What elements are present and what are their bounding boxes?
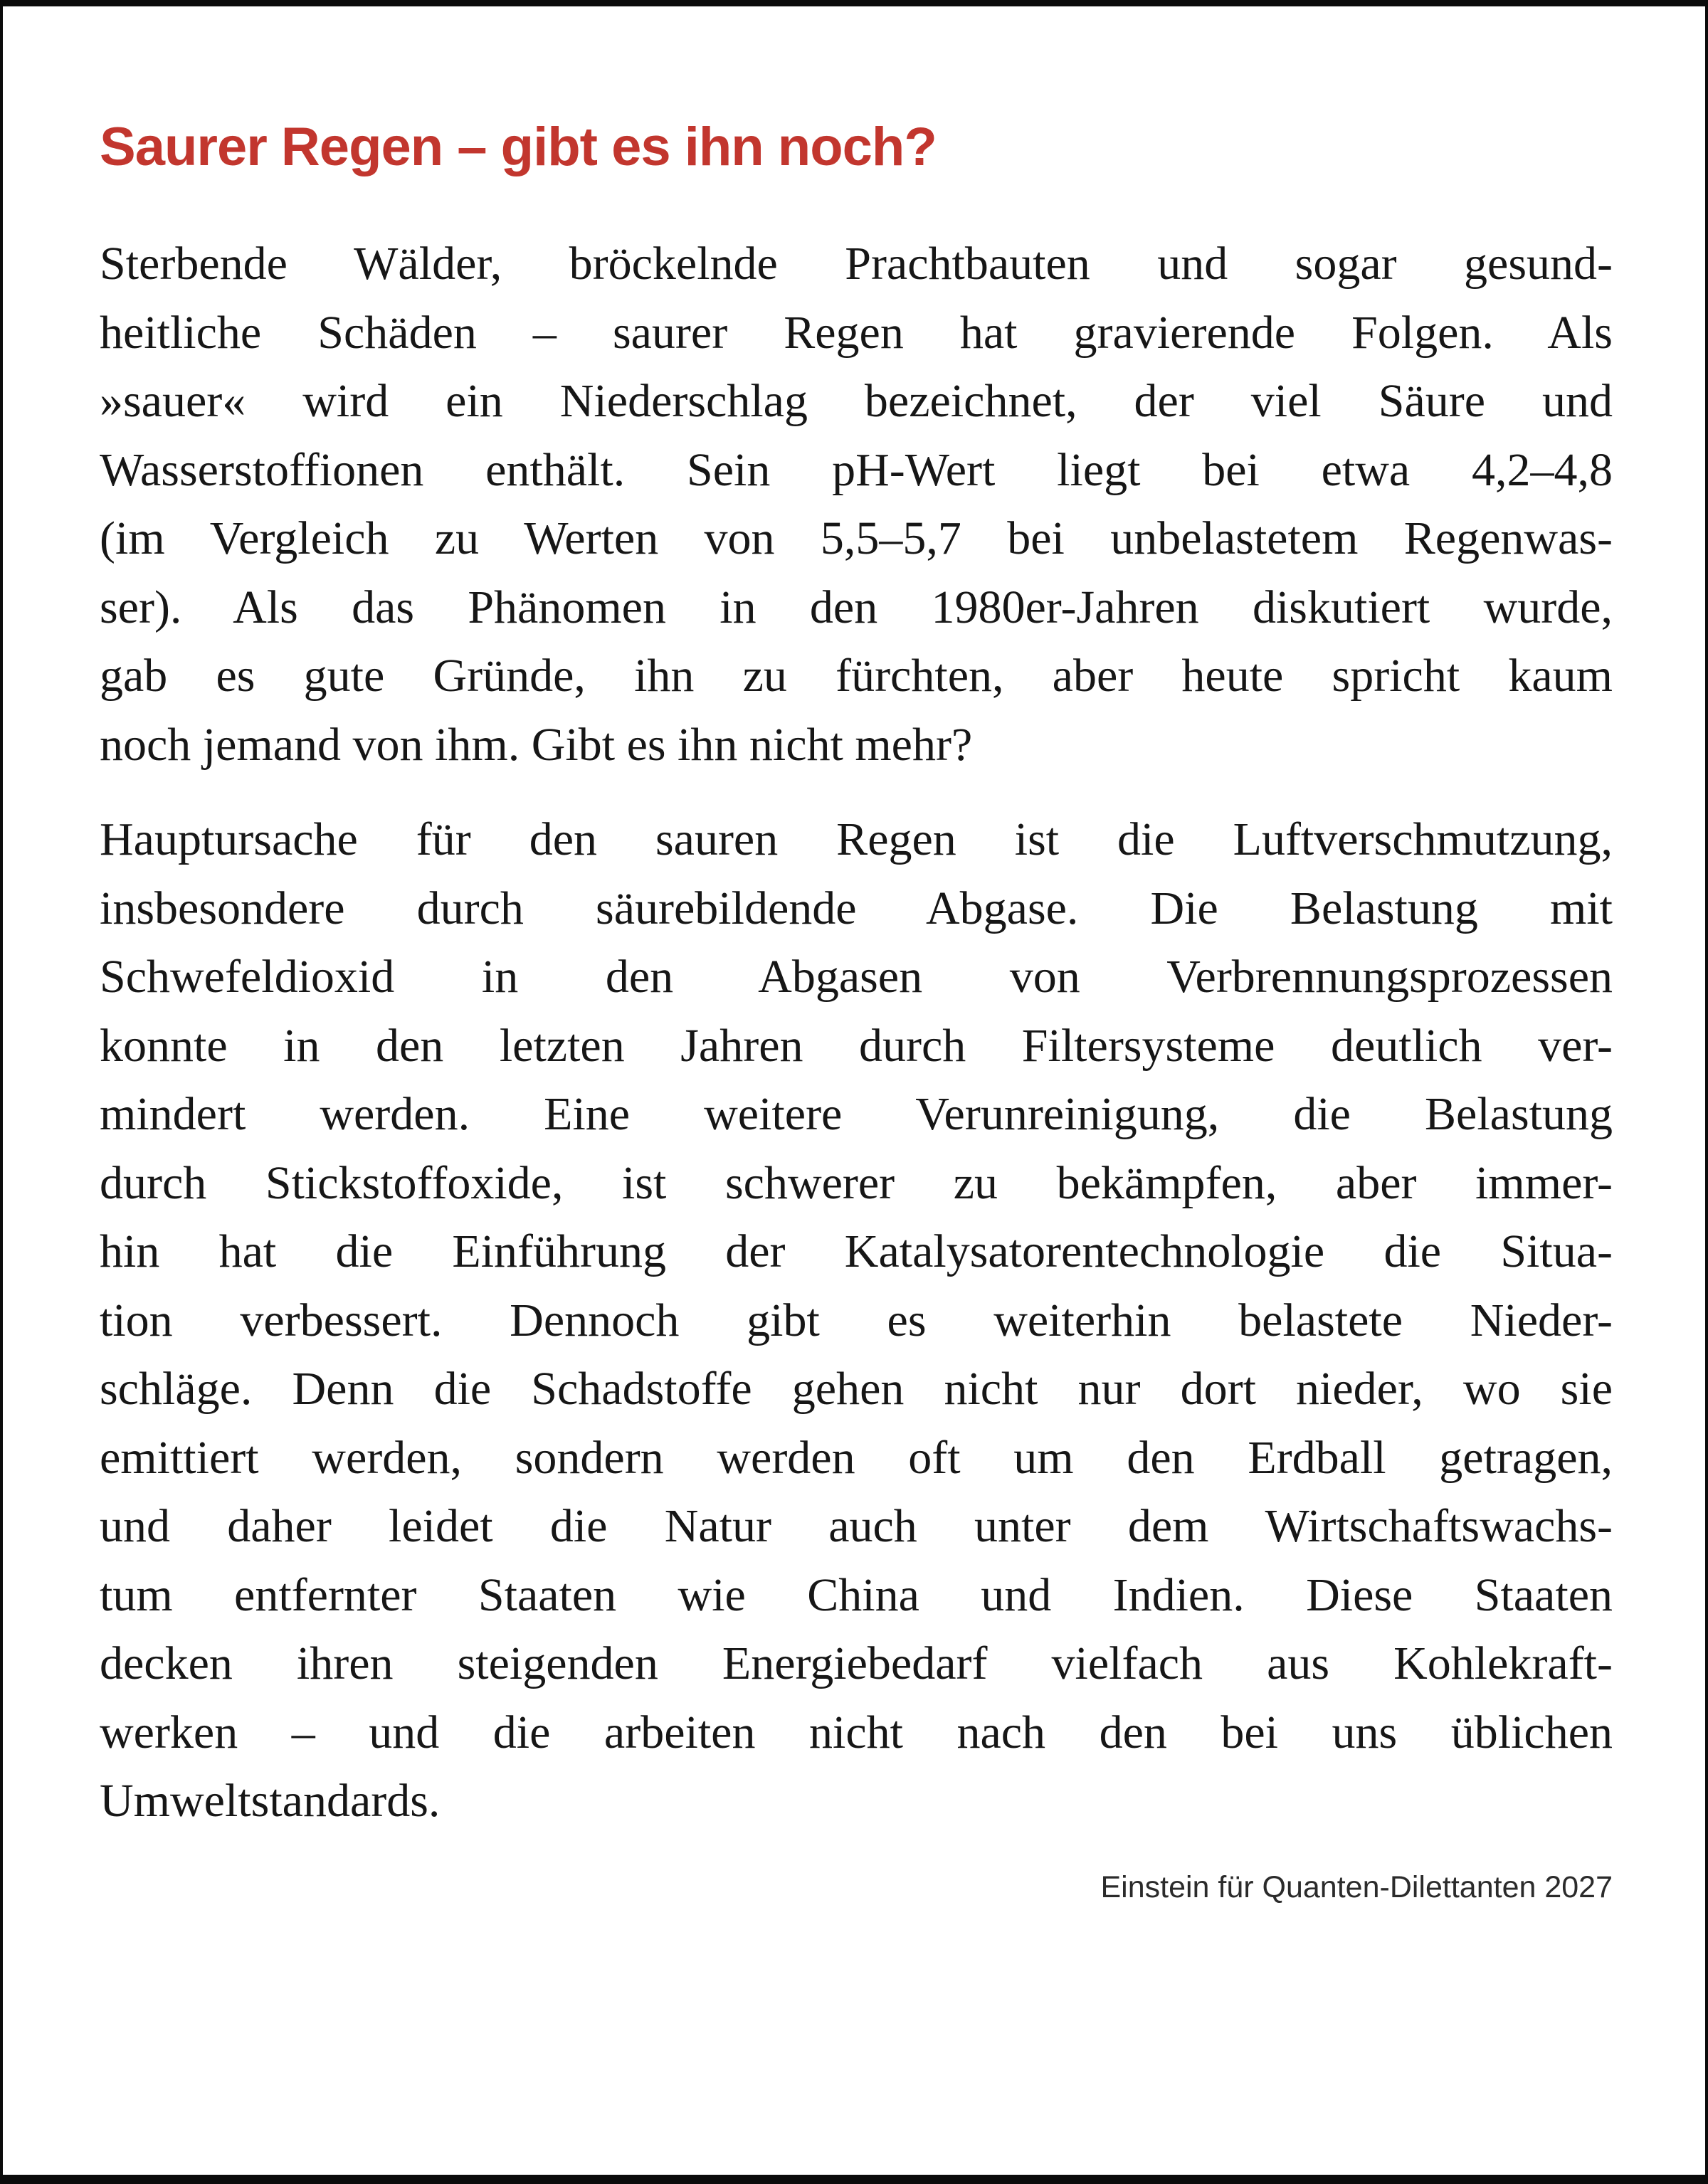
text-line: ser). Als das Phänomen in den 1980er-Jahren diskutiert wurde, [100,581,1613,633]
text-line: tum entfernter Staaten wie China und Indien. Diese Staaten [100,1568,1613,1621]
paragraph [100,806,1613,1836]
article-body [100,230,1613,1836]
text-line: und daher leidet die Natur auch unter dem Wirtschaftswachs- [100,1500,1613,1552]
text-line: »sauer« wird ein Niederschlag bezeichnet, der viel Säure und [100,375,1613,427]
page-title: Saurer Regen – gibt es ihn noch? [100,117,937,177]
text-line: tion verbessert. Dennoch gibt es weiterhin belastete Nieder- [100,1294,1613,1346]
text-line: Sterbende Wälder, bröckelnde Prachtbauten und sogar gesund- [100,238,1613,290]
text-line: konnte in den letzten Jahren durch Filtersysteme deutlich ver- [100,1019,1613,1072]
text-line: gab es gute Gründe, ihn zu fürchten, aber heute spricht kaum [100,650,1613,702]
text-line: hin hat die Einführung der Katalysatorentechnologie die Situa- [100,1225,1613,1277]
text-line: Wasserstoffionen enthält. Sein pH-Wert liegt bei etwa 4,2–4,8 [100,443,1613,496]
text-line: emittiert werden, sondern werden oft um den Erdball getragen, [100,1431,1613,1484]
text-line: Hauptursache für den sauren Regen ist die Luftverschmutzung, [100,813,1613,865]
attribution-line: Einstein für Quanten-Dilettanten 2027 [1100,1869,1613,1904]
text-line: werken – und die arbeiten nicht nach den bei uns üblichen [100,1706,1613,1758]
text-line: schläge. Denn die Schadstoffe gehen nicht nur dort nieder, wo sie [100,1363,1613,1415]
paragraph [100,230,1613,779]
text-line: decken ihren steigenden Energiebedarf vielfach aus Kohlekraft- [100,1637,1613,1689]
text-line: insbesondere durch säurebildende Abgase. Die Belastung mit [100,882,1613,934]
text-line: (im Vergleich zu Werten von 5,5–5,7 bei unbelastetem Regenwas- [100,512,1613,564]
page-content [100,115,1613,1906]
text-line: noch jemand von ihm. Gibt es ihn nicht mehr? [100,718,973,771]
text-line: Umweltstandards. [100,1775,441,1827]
text-line: Schwefeldioxid in den Abgasen von Verbrennungsprozessen [100,951,1613,1003]
text-line: heitliche Schäden – saurer Regen hat gravierende Folgen. Als [100,306,1613,359]
text-line: durch Stickstoffoxide, ist schwerer zu bekämpfen, aber immer- [100,1156,1613,1209]
text-line: mindert werden. Eine weitere Verunreinigung, die Belastung [100,1088,1613,1140]
